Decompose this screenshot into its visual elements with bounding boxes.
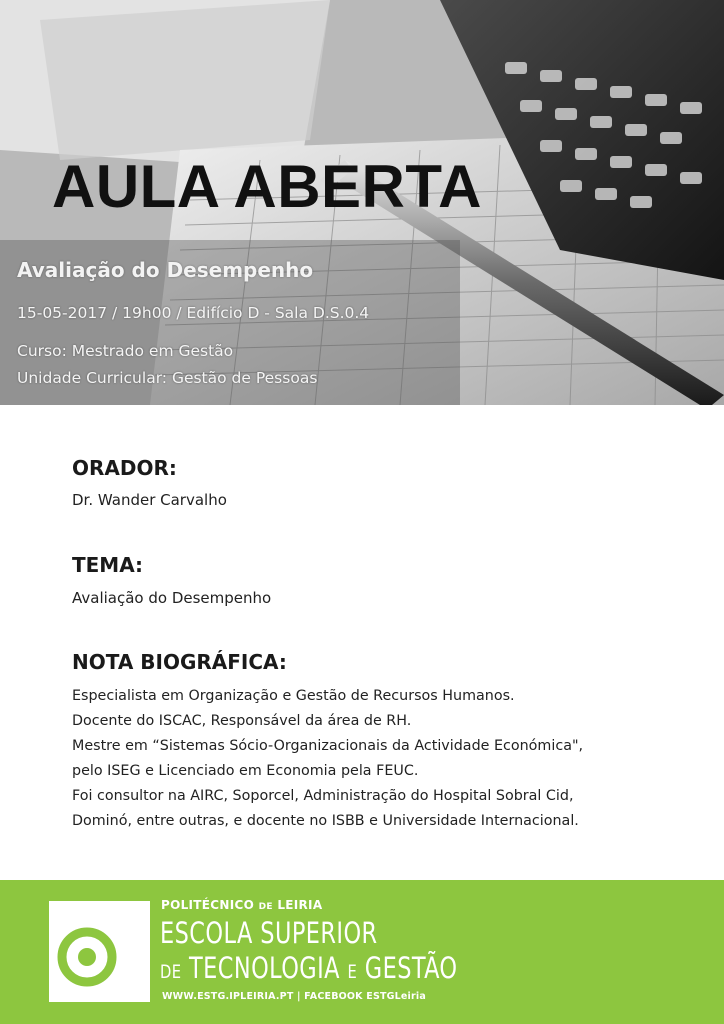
event-course: Curso: Mestrado em Gestão	[17, 342, 234, 360]
bio-line: Docente do ISCAC, Responsável da área de RH.	[72, 713, 412, 729]
nota-biografica-heading: NOTA BIOGRÁFICA:	[72, 650, 287, 674]
bio-text	[72, 684, 583, 834]
tema-heading: TEMA:	[72, 553, 144, 577]
school-name-line1: ESCOLA SUPERIOR	[160, 916, 378, 950]
bio-line: Mestre em “Sistemas Sócio-Organizacionais da Actividade Económica",	[72, 738, 584, 754]
school-website: WWW.ESTG.IPLEIRIA.PT | FACEBOOK ESTGLeiria	[162, 991, 426, 1002]
orador-name: Dr. Wander Carvalho	[72, 491, 227, 509]
bio-line: Dominó, entre outras, e docente no ISBB e Universidade Internacional.	[72, 813, 579, 829]
event-date-location: 15-05-2017 / 19h00 / Edifício D - Sala D.S.0.4	[17, 304, 370, 322]
event-title: AULA ABERTA	[52, 153, 482, 220]
bio-line: pelo ISEG e Licenciado em Economia pela FEUC.	[72, 763, 419, 779]
orador-heading: ORADOR:	[72, 456, 177, 480]
school-name-line2: DE TECNOLOGIA E GESTÃO	[160, 951, 458, 985]
bio-line: Especialista em Organização e Gestão de Recursos Humanos.	[72, 688, 515, 704]
ipleiria-logo-icon	[49, 901, 150, 1002]
tema-text: Avaliação do Desempenho	[72, 589, 272, 607]
footer-banner	[0, 880, 724, 1024]
polytechnic-name: POLITÉCNICO DE LEIRIA	[161, 898, 323, 912]
event-subtitle: Avaliação do Desempenho	[17, 258, 314, 282]
bio-line: Foi consultor na AIRC, Soporcel, Administração do Hospital Sobral Cid,	[72, 788, 574, 804]
event-curricular-unit: Unidade Curricular: Gestão de Pessoas	[17, 369, 318, 387]
hero-banner	[0, 0, 724, 405]
